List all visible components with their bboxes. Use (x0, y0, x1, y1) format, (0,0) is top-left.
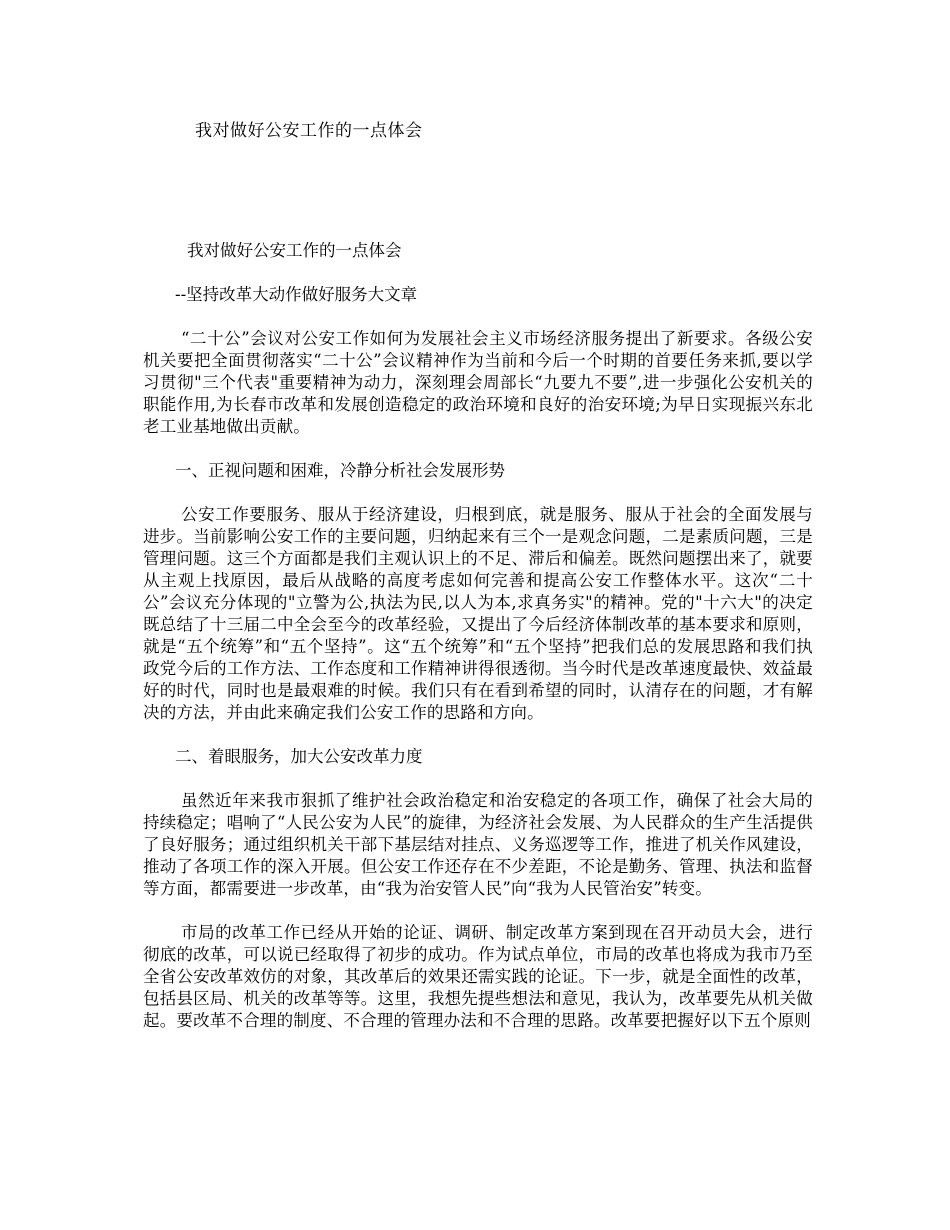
section-heading-1: 一、正视问题和困难，冷静分析社会发展形势 (175, 461, 505, 480)
section-heading-2: 二、着眼服务，加大公安改革力度 (175, 747, 423, 766)
section-1-paragraph: 公安工作要服务、服从于经济建设，归根到底，就是服务、服从于社会的全面发展与进步。当前影响公安工作的主要问题，归纳起来有三个一是观念问题，二是素质问题，三是管理问题。这三个方面都是我们主观认识上的不足、滞后和偏差。既然问题摆出来了，就要从主观上找原因，最后从战略的高度考虑如何完善和提高公安工作整体水平。这次“二十公”会议充分体现的"立警为公,执法为民,以人为本,求真务实"的精神。党的"十六大"的决定既总结了十三届二中全会至今的改革经验，又提出了今后经济体制改革的基本要求和原则，就是“五个统筹”和“五个坚持”。这“五个统筹”和“五个坚持”把我们总的发展思路和我们执政党今后的工作方法、工作态度和工作精神讲得很透彻。当今时代是改革速度最快、效益最好的时代，同时也是最艰难的时候。我们只有在看到希望的同时，认清存在的问题，才有解决的方法，并由此来确定我们公安工作的思路和方向。 (143, 505, 813, 722)
cover-title: 我对做好公安工作的一点体会 (195, 121, 423, 141)
section-2-paragraph-1: 虽然近年来我市狠抓了维护社会政治稳定和治安稳定的各项工作，确保了社会大局的持续稳定；唱响了“人民公安为人民”的旋律，为经济社会发展、为人民群众的生产生活提供了良好服务；通过组织机关干部下基层结对挂点、义务巡逻等工作，推进了机关作风建设，推动了各项工作的深入开展。但公安工作还存在不少差距，不论是勤务、管理、执法和监督等方面，都需要进一步改革，由“我为治安管人民”向“我为人民管治安”转变。 (143, 791, 813, 898)
document-subtitle: --坚持改革大动作做好服务大文章 (175, 285, 418, 304)
intro-paragraph: “二十公”会议对公安工作如何为发展社会主义市场经济服务提出了新要求。各级公安机关要把全面贯彻落实“二十公”会议精神作为当前和今后一个时期的首要任务来抓,要以学习贯彻"三个代表"重要精神为动力，深刻理会周部长“九要九不要”,进一步强化公安机关的职能作用,为长春市改革和发展创造稳定的政治环境和良好的治安环境;为早日实现振兴东北老工业基地做出贡献。 (143, 329, 813, 436)
document-title: 我对做好公安工作的一点体会 (187, 241, 402, 260)
section-2-paragraph-2: 市局的改革工作已经从开始的论证、调研、制定改革方案到现在召开动员大会，进行彻底的改革，可以说已经取得了初步的成功。作为试点单位，市局的改革也将成为我市乃至全省公安改革效仿的对象，其改革后的效果还需实践的论证。下一步，就是全面性的改革，包括县区局、机关的改革等等。这里，我想先提些想法和意见，我认为，改革要先从机关做起。要改革不合理的制度、不合理的管理办法和不合理的思路。改革要把握好以下五个原则 (143, 923, 813, 1030)
document-body (143, 240, 813, 1032)
